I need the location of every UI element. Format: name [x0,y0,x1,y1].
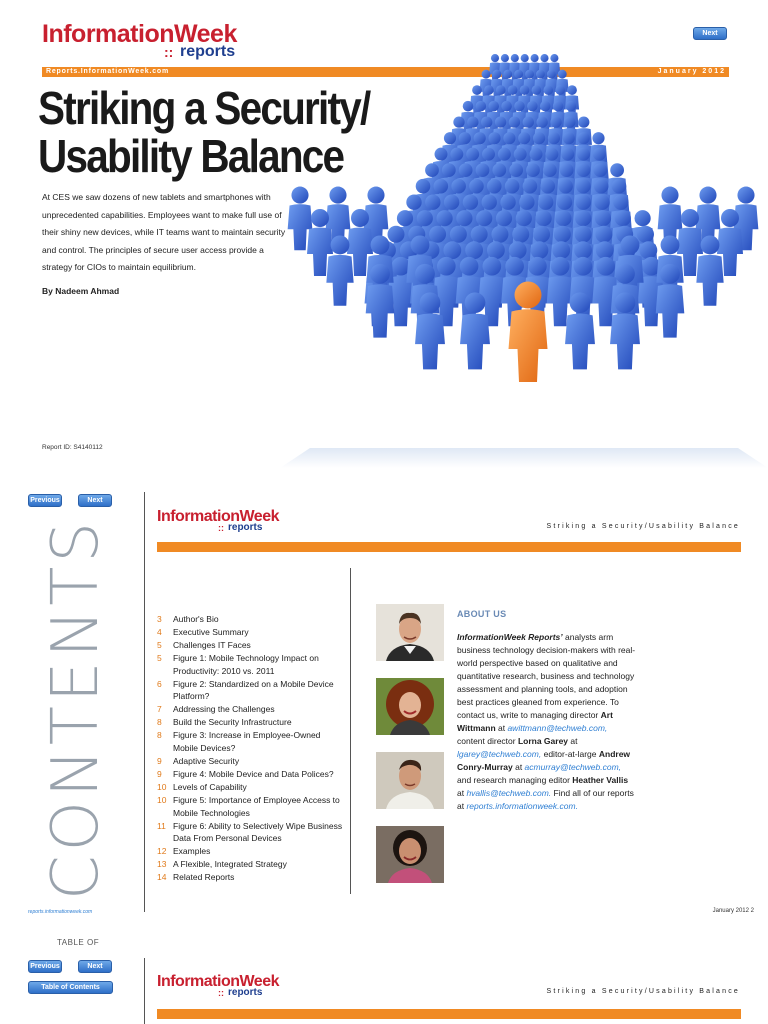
toc-item[interactable] [157,781,347,794]
toc-page-number: 13 [157,859,167,870]
toc-page-number: 12 [157,846,167,857]
cover-page [0,0,768,468]
brand-dots: :: [164,44,174,60]
header-bar [157,1009,741,1019]
report-title: Striking a Security/ Usability Balance [38,82,370,182]
toc-page-number: 9 [157,768,162,779]
footer-url[interactable]: reports.informationweek.com [28,909,93,915]
toc-item[interactable] [157,626,347,639]
divider [350,568,351,894]
toc-page-number: 8 [157,730,162,741]
running-head: Striking a Security/Usability Balance [546,988,740,995]
toc-title: Figure 6: Ability to Selectively Wipe Business Data From Personal Devices [173,820,343,844]
next-page [0,950,768,1024]
brand-dots: :: [218,523,224,533]
toc-page-number: 4 [157,626,162,637]
toc-page-number: 10 [157,794,167,805]
running-head: Striking a Security/Usability Balance [546,523,740,530]
brand-logo: InformationWeek [42,20,237,48]
site-url[interactable]: Reports.InformationWeek.com [46,68,169,75]
table-of-contents-button[interactable]: Table of Contents [28,981,113,994]
email-link[interactable]: acmurray@techweb.com, [524,762,622,772]
brand-reports: reports [228,987,263,998]
toc-item[interactable] [157,871,347,884]
toc-item[interactable] [157,703,347,716]
contents-heading: CONTENTS [39,517,113,900]
divider [144,958,145,1024]
editor-photo [376,826,444,883]
issue-date: January 2012 [657,68,726,75]
footer-date: January 2012 2 [712,908,754,914]
header-bar [157,542,741,552]
toc-item[interactable] [157,639,347,652]
toc-item[interactable] [157,858,347,871]
summary-deck: At CES we saw dozens of new tablets and smartphones with unprecedented capabilities. Employees want to make full use of their shiny new devices, while IT teams want to maintain security and control. The principles of secure user access provide a strategy for CIOs to maintain equilibrium. [42,192,286,272]
editor-photo [376,752,444,809]
about-heading: ABOUT US [457,609,507,619]
divider [144,492,145,912]
toc-page-number: 10 [157,781,167,792]
toc-page-number: 7 [157,704,162,715]
toc-title: Addressing the Challenges [173,704,275,715]
previous-button[interactable]: Previous [28,494,62,507]
toc-item[interactable] [157,613,347,626]
toc-page-number: 14 [157,872,167,883]
previous-button[interactable]: Previous [28,960,62,973]
toc-item[interactable] [157,794,347,820]
toc-page-number: 5 [157,639,162,650]
toc-item[interactable] [157,729,347,755]
toc-title: Executive Summary [173,626,249,637]
report-id: Report ID: S4140112 [42,444,103,451]
toc-page-number: 8 [157,717,162,728]
toc-page-number: 5 [157,652,162,663]
toc-title: Related Reports [173,872,235,883]
email-link[interactable]: lgarey@techweb.com, [457,749,542,759]
about-text: InformationWeek Reports’ analysts arm business technology decision-makers with real-world perspective based on qualitative and quantitative research, business and technology assessment and planning tools, and adoption best practices gleaned from experience. To contact us, write to managing director Art Wittmann at awittmann@techweb.com, content director Lorna Garey at lgarey@techweb.com, editor-at-large Andrew Conry-Murray at acmurray@techweb.com, and research managing editor Heather Vallis at hvallis@techweb.com. Find all of our reports at reports.informationweek.com. [457,632,636,811]
toc-item[interactable] [157,652,347,678]
toc-item[interactable] [157,845,347,858]
toc-title: Author's Bio [173,614,219,624]
email-link[interactable]: hvallis@techweb.com. [466,788,552,798]
toc-page-number: 3 [157,614,162,624]
toc-title: Challenges IT Faces [173,639,251,650]
toc-page-number: 6 [157,678,162,689]
toc-page-number: 11 [157,820,166,831]
toc-title: Examples [173,846,211,857]
toc-item[interactable] [157,820,347,846]
toc-title: Figure 5: Importance of Employee Access to Mobile Technologies [173,794,340,818]
brand-logo: InformationWeek [157,973,279,990]
brand-dots: :: [218,988,224,998]
next-button[interactable]: Next [693,27,727,40]
byline: By Nadeem Ahmad [42,286,120,296]
toc-item[interactable] [157,768,347,781]
toc-page-number: 9 [157,755,162,766]
brand-reports: reports [228,522,263,533]
toc-title: Figure 3: Increase in Employee-Owned Mobile Devices? [173,730,321,754]
toc-title: Figure 2: Standardized on a Mobile Device Platform? [173,678,334,702]
toc-item[interactable] [157,716,347,729]
editor-photo [376,604,444,661]
toc-title: Figure 1: Mobile Technology Impact on Productivity: 2010 vs. 2011 [173,652,319,676]
toc-title: Figure 4: Mobile Device and Data Polices? [173,768,334,779]
toc-title: Adaptive Security [173,755,240,766]
brand-reports: reports [180,43,236,60]
toc-title: Build the Security Infrastructure [173,717,292,728]
contents-page [0,480,768,947]
next-button[interactable]: Next [78,494,112,507]
toc-title: Levels of Capability [173,781,247,792]
toc-item[interactable] [157,678,347,704]
toc-title: A Flexible, Integrated Strategy [173,859,287,870]
toc-list [157,613,347,884]
next-button[interactable]: Next [78,960,112,973]
table-of-label: TABLE OF [57,938,100,947]
editor-photo [376,678,444,735]
brand-logo: InformationWeek [157,508,279,525]
toc-item[interactable] [157,755,347,768]
site-link[interactable]: reports.informationweek.com. [466,801,578,811]
email-link[interactable]: awittmann@techweb.com, [507,723,608,733]
